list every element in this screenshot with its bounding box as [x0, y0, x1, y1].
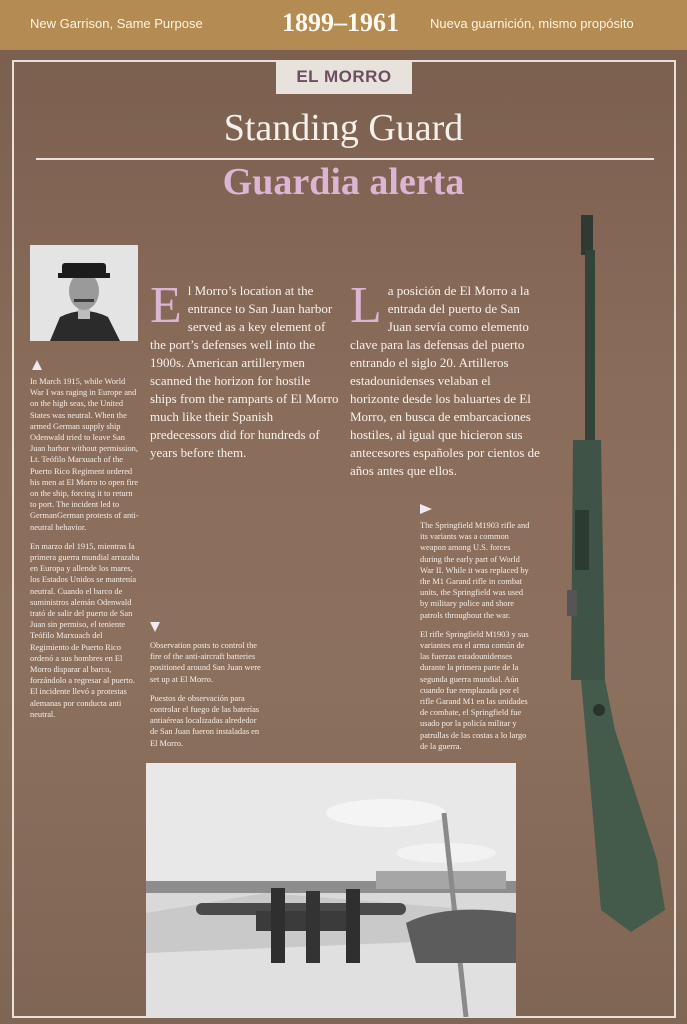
observation-caption-english: Observation posts to control the fire of the anti-aircraft batteries positioned around San Juan were set up at El Morro.: [150, 641, 261, 684]
dropcap-english: E: [150, 277, 182, 334]
body-english: [150, 277, 340, 462]
header-right-text: Nueva guarnición, mismo propósito: [430, 16, 634, 31]
portrait-caption-spanish: En marzo del 1915, mientras la primera guerra mundial arrazaba en Europa y allende los mares, los Estados Unidos se mantenía neutral. Cuando el barco de suministros alemán Odenwald trató de salir del puerto de San Juan sin permiso, el teniente Teófilo Marxuach del Regimiento de Puerto Rico ordenó a sus hombres en El Morro disparar al barco, forzándolo a regresar al puerto. El incidente llevó a protestas alemanas por conducta anti neutral.: [30, 541, 140, 719]
springfield-rifle: [545, 210, 675, 940]
title-english: Standing Guard: [223, 107, 464, 149]
header-left-text: New Garrison, Same Purpose: [30, 16, 203, 31]
observation-caption-marker: [150, 622, 160, 632]
body-spanish: [350, 277, 542, 480]
portrait-photo: [30, 245, 138, 341]
rifle-caption-english: The Springfield M1903 rifle and its variants was a common weapon among U.S. forces during the early part of World War II. While it was replaced by the M1 Garand rifle in combat units, the Springfield was used by military police and shore patrols throughout the war.: [420, 521, 530, 620]
body-spanish-text: a posición de El Morro a la entrada del puerto de San Juan servía como elemento clave para las defensas del puerto entrando el siglo 20. Artilleros estadounidenses velaban el horizonte desde los baluartes de El Morro, en busca de embarcaciones hostiles, al igual que hicieron sus antecesores españoles por cientos de años antes que ellos.: [350, 283, 540, 478]
header-year-range: 1899–1961: [282, 8, 399, 37]
header-bar: [0, 0, 687, 50]
observation-caption-spanish: Puestos de observación para controlar el fuego de las baterías antiaéreas localizadas alrededor de San Juan fueron instaladas en El Morro.: [150, 693, 260, 748]
rifle-caption: [420, 520, 530, 760]
rifle-caption-marker: [420, 504, 432, 514]
location-tag: EL MORRO: [276, 60, 412, 94]
body-english-text: l Morro’s location at the entrance to San Juan harbor served as a key element of the port’s defenses well into the 1900s. American artillerymen scanned the horizon for hostile ships from the ramparts of El Morro much like their Spanish predecessors did for hundreds of years before them.: [150, 283, 339, 460]
dropcap-spanish: L: [350, 277, 382, 334]
rifle-caption-spanish: El rifle Springfield M1903 y sus variantes era el arma común de las fuerzas estadounidenses durante la primera parte de la segunda guerra mundial. Aún cuando fue remplazada por el rifle Garand M1 en las unidades de combate, el Springfield fue usado por la policía militar y patrullas de las costas a lo largo de la guerra.: [420, 629, 529, 751]
portrait-caption-english: In March 1915, while World War I was raging in Europe and on the high seas, the United States was neutral. When the armed German supply ship Odenwald tried to leave San Juan harbor without permission, Lt. Teófilo Marxuach of the Puerto Rico Regiment ordered his men at El Morro to open fire on the ship, forcing it to return to port. The incident led to GermanGerman protests of anti-neutral behavior.: [30, 377, 139, 532]
title-spanish: Guardia alerta: [222, 161, 465, 203]
observation-post-photo: [146, 763, 516, 1017]
portrait-caption-marker: [32, 360, 42, 370]
observation-caption: [150, 640, 262, 757]
portrait-caption: [30, 376, 140, 728]
